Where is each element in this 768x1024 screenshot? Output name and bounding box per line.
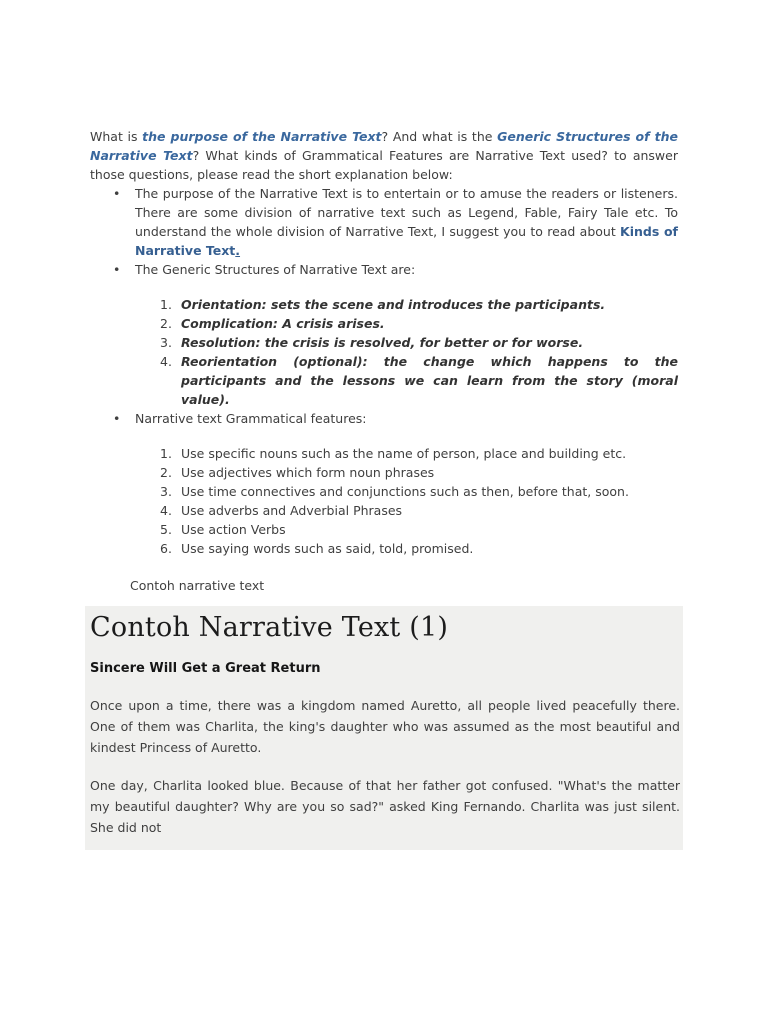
list-item: Use adjectives which form noun phrases xyxy=(181,465,435,480)
bullet-purpose xyxy=(90,184,678,260)
list-item: Reorientation (optional): the change which happens to the participants and the lessons we can learn from the story (moral value). xyxy=(181,354,678,407)
bullet-purpose-text: The purpose of the Narrative Text is to entertain or to amuse the readers or listeners. There are some division of narrative text such as Legend, Fable, Fairy Tale etc. To understand the whole division of Narrative Text, I suggest you to read about xyxy=(135,186,678,239)
list-item: Use adverbs and Adverbial Phrases xyxy=(181,503,403,518)
generic-structures-list xyxy=(90,295,678,409)
story-paragraph: Once upon a time, there was a kingdom named Auretto, all people lived peacefully there. One of them was Charlita, the king's daughter who was assumed as the most beautiful and kindest Princess of Auretto. xyxy=(90,698,680,755)
kinds-link-suffix: . xyxy=(235,243,241,258)
intro-text-2: ? And what is the xyxy=(381,129,498,144)
intro-text-1: What is xyxy=(90,129,143,144)
grammar-bullet-list xyxy=(90,409,678,428)
intro-emphasis-purpose: the purpose of the Narrative Text xyxy=(142,129,382,144)
list-item: Resolution: the crisis is resolved, for better or for worse. xyxy=(181,335,584,350)
example-section xyxy=(85,606,683,850)
story-title: Sincere Will Get a Great Return xyxy=(90,661,321,676)
intro-paragraph xyxy=(90,127,678,184)
document-content xyxy=(90,0,678,850)
list-item: Use specific nouns such as the name of person, place and building etc. xyxy=(181,446,627,461)
list-item: Use saying words such as said, told, promised. xyxy=(181,541,474,556)
grammatical-features-list xyxy=(90,444,678,558)
list-item: Orientation: sets the scene and introduces the participants. xyxy=(181,297,606,312)
list-item: Use time connectives and conjunctions such as then, before that, soon. xyxy=(181,484,629,499)
bullet-generic-structures-text: The Generic Structures of Narrative Text are: xyxy=(135,262,416,277)
structures-bullet-list xyxy=(90,260,678,279)
list-item: Complication: A crisis arises. xyxy=(181,316,385,331)
example-section-title: Contoh Narrative Text (1) xyxy=(90,612,449,643)
intro-emphasis-structures: Generic Structures of the Narrative Text xyxy=(90,129,678,163)
bullet-grammatical-features xyxy=(90,409,678,428)
example-caption: Contoh narrative text xyxy=(130,578,265,593)
kinds-of-narrative-text-link[interactable]: Kinds of Narrative Text xyxy=(135,224,678,258)
bullet-generic-structures xyxy=(90,260,678,279)
story-paragraph: One day, Charlita looked blue. Because of that her father got confused. "What's the matter my beautiful daughter? Why are you so sad?" asked King Fernando. Charlita was just silent. She did not xyxy=(90,778,680,835)
intro-text-3: ? What kinds of Grammatical Features are Narrative Text used? to answer those questions, please read the short explanation below: xyxy=(90,148,678,182)
purpose-bullet-list xyxy=(90,184,678,260)
list-item: Use action Verbs xyxy=(181,522,286,537)
bullet-grammatical-features-text: Narrative text Grammatical features: xyxy=(135,411,367,426)
